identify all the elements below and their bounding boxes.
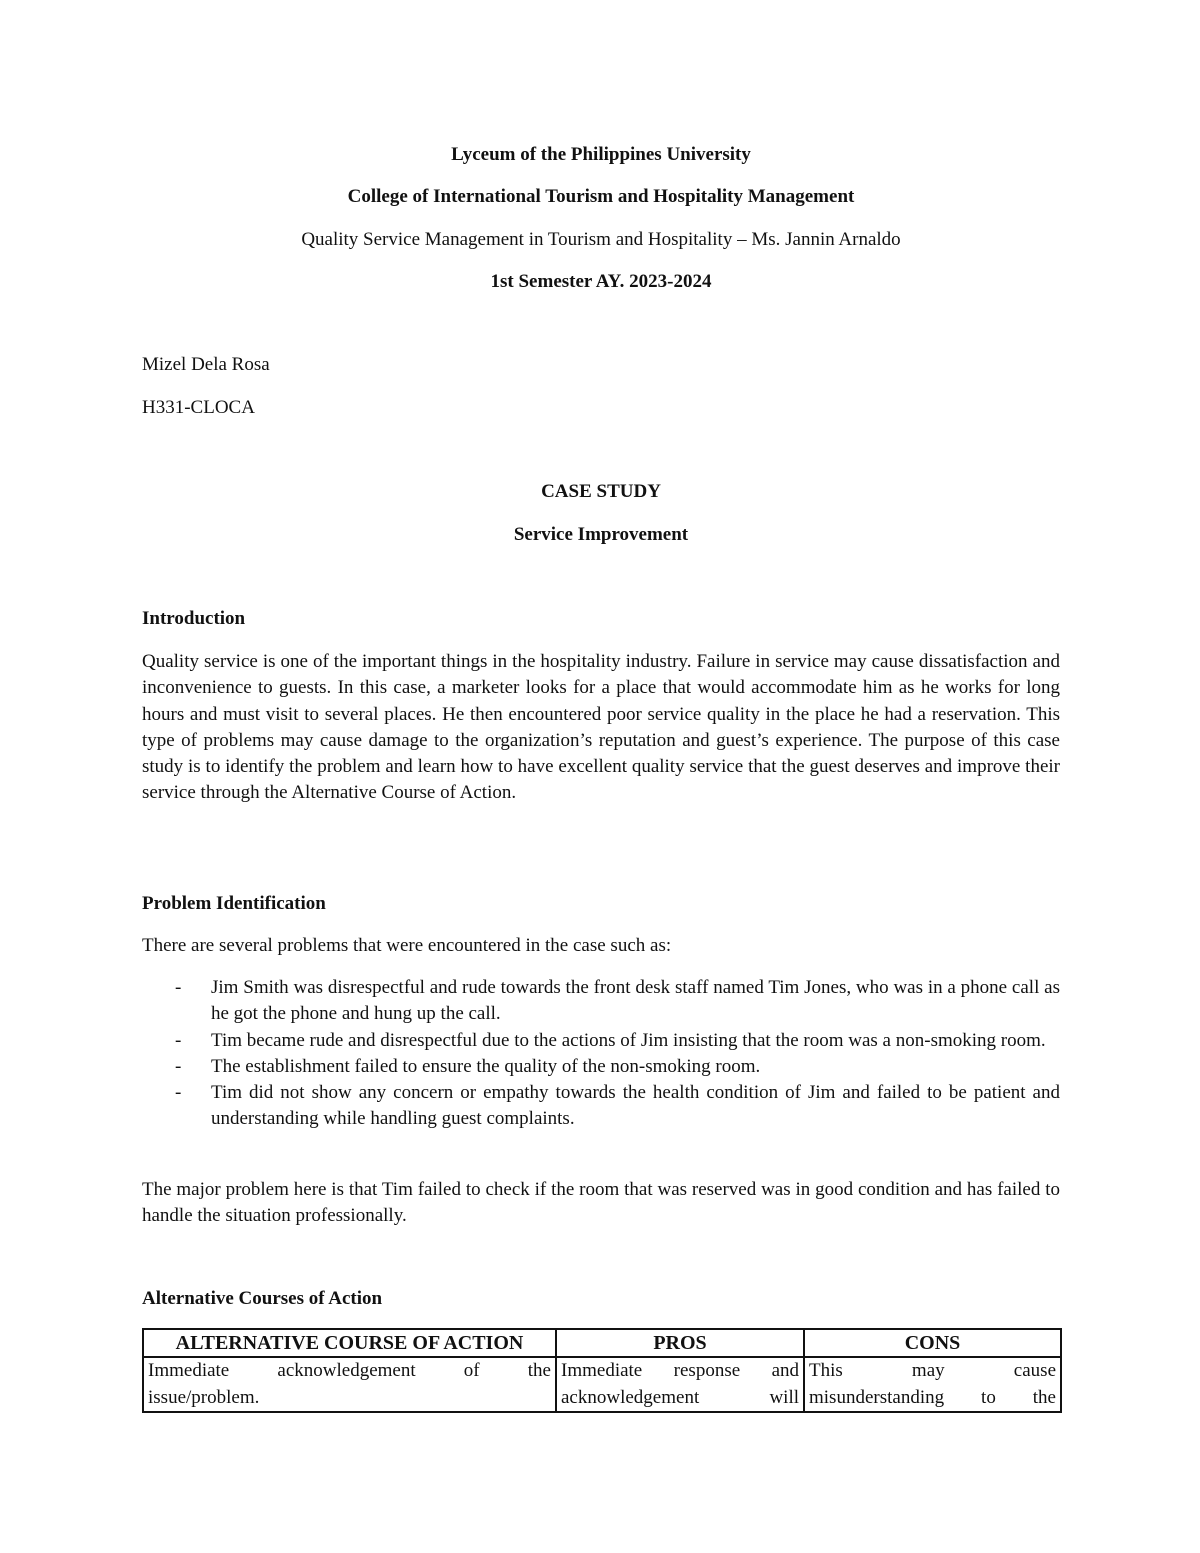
table-header-row xyxy=(143,1329,1061,1357)
introduction-paragraph: Quality service is one of the important things in the hospitality industry. Failure in service may cause dissatisfaction and inconvenience to guests. In this case, a marketer looks for a place that would accommodate him as he works for long hours and must visit to several places. He then encountered poor service quality in the place he had a reservation. This type of problems may cause damage to the organization’s reputation and guest’s experience. The purpose of this case study is to identify the problem and learn how to have excellent quality service that the guest deserves and improve their service through the Alternative Course of Action. xyxy=(142,651,1060,804)
bullet-dash: - xyxy=(175,977,182,998)
list-item xyxy=(142,975,1060,1028)
cell-line: issue/problem. xyxy=(148,1386,260,1408)
cell-line: misunderstanding to the xyxy=(809,1386,1056,1408)
introduction-heading: Introduction xyxy=(142,608,246,629)
cell-cons xyxy=(804,1357,1061,1412)
list-item-text: Jim Smith was disrespectful and rude towards the front desk staff named Tim Jones, who was in a phone call as he got the phone and hung up the call. xyxy=(211,977,1060,1025)
problem-list xyxy=(142,975,1060,1133)
student-section: H331-CLOCA xyxy=(142,397,255,418)
alternatives-table xyxy=(142,1328,1062,1413)
case-study-subtitle: Service Improvement xyxy=(513,524,689,545)
alternatives-heading: Alternative Courses of Action xyxy=(142,1288,383,1309)
list-item-text: The establishment failed to ensure the quality of the non-smoking room. xyxy=(211,1055,761,1077)
university-name: Lyceum of the Philippines University xyxy=(451,144,751,165)
course-title: Quality Service Management in Tourism and Hospitality – Ms. Jannin Arnaldo xyxy=(301,229,901,250)
cell-pros xyxy=(556,1357,804,1412)
cell-line: This may cause xyxy=(809,1360,1056,1381)
bullet-dash: - xyxy=(175,1055,182,1077)
college-name: College of International Tourism and Hospitality Management xyxy=(347,186,855,207)
column-header-cons: CONS xyxy=(804,1329,1061,1357)
column-header-pros: PROS xyxy=(556,1329,804,1357)
cell-line: acknowledgement will xyxy=(561,1386,799,1408)
list-item xyxy=(142,1028,1060,1054)
case-study-title: CASE STUDY xyxy=(541,481,661,502)
cell-line: Immediate acknowledgement of the xyxy=(148,1360,551,1381)
bullet-dash: - xyxy=(175,1082,182,1104)
cell-line: Immediate response and xyxy=(561,1360,799,1381)
problem-summary: The major problem here is that Tim failed to check if the room that was reserved was in good condition and has failed to handle the situation professionally. xyxy=(142,1179,1060,1227)
problem-heading: Problem Identification xyxy=(142,893,326,914)
list-item xyxy=(142,1054,1060,1080)
semester: 1st Semester AY. 2023-2024 xyxy=(490,271,712,292)
list-item xyxy=(142,1080,1060,1133)
bullet-dash: - xyxy=(175,1029,182,1051)
student-name: Mizel Dela Rosa xyxy=(142,354,270,375)
list-item-text: Tim did not show any concern or empathy towards the health condition of Jim and failed to be patient and understanding while handling guest complaints. xyxy=(211,1082,1060,1130)
problem-lead: There are several problems that were encountered in the case such as: xyxy=(142,935,672,956)
list-item-text: Tim became rude and disrespectful due to the actions of Jim insisting that the room was a non-smoking room. xyxy=(211,1029,1046,1051)
table-row xyxy=(143,1357,1061,1412)
cell-action xyxy=(143,1357,556,1412)
column-header-action: ALTERNATIVE COURSE OF ACTION xyxy=(143,1329,556,1357)
